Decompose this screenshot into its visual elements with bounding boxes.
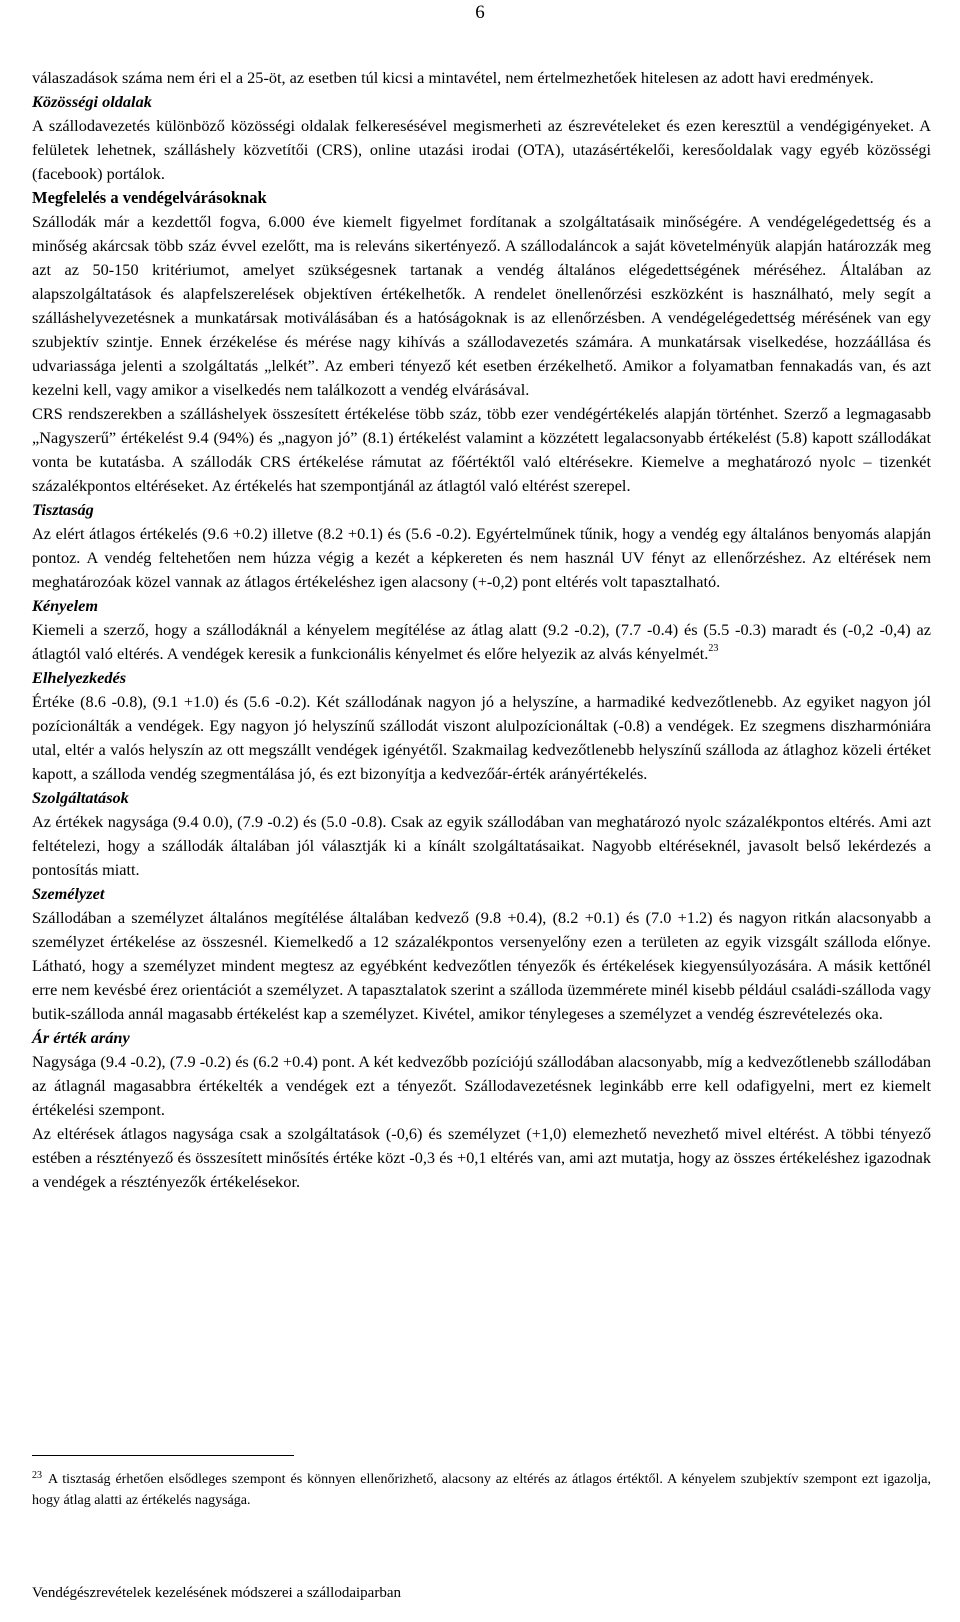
- paragraph: válaszadások száma nem éri el a 25-öt, az esetben túl kicsi a mintavétel, nem értelmezhetőek hitelesen az adott havi eredmények.: [32, 68, 874, 87]
- paragraph: Az értékek nagysága (9.4 0.0), (7.9 -0.2) és (5.0 -0.8). Csak az egyik szállodában van meghatározó nyolc százalékpontos eltérés. Ami azt feltételezi, hogy a szállodák általában jól választják ki a kínált szolgáltatásaikat. Nagyobb eltéréseknél, javasolt belső lekérdezés a pontosítás miatt.: [32, 812, 931, 879]
- footnote-number: 23: [32, 1470, 42, 1481]
- footnote-text: A tisztaság érhetően elsődleges szempont és könnyen ellenőrizhető, alacsony az eltérés az átlagos értéktől. A kényelem szubjektív szempont ezt igazolja, hogy átlag alatti az értékelés nagysága.: [32, 1472, 931, 1508]
- paragraph: Szállodában a személyzet általános megítélése általában kedvező (9.8 +0.4), (8.2 +0.1) és (7.0 +1.2) és nagyon ritkán alacsonyabb a személyzet értékelése az összesnél. Kiemelkedő a 12 százalékpontos versenyelőny ezen a területen az egyik vizsgált szálloda előnye. Látható, hogy a személyzet mindent megtesz az egyébként kedvezőtlen tényezők és értékelések kiegyensúlyozására. A másik kettőnél erre nem kevésbé érez orientációt a személyzet. A tapasztalatok szerint a szálloda üzemmérete minél kisebb például családi-szálloda vagy butik-szálloda annál magasabb értékelést kap a személyzet. Kivétel, amikor ténylegeses a személyzet a vendég észrevételezés oka.: [32, 908, 931, 1023]
- section-heading: Közösségi oldalak: [32, 92, 152, 111]
- section-heading: Ár érték arány: [32, 1028, 130, 1047]
- document-body: [32, 66, 931, 1194]
- footnote-divider: [32, 1455, 294, 1456]
- footnote-reference[interactable]: 23: [708, 642, 719, 654]
- paragraph: Az eltérések átlagos nagysága csak a szolgáltatások (-0,6) és személyzet (+1,0) elemezhető nevezhető mivel eltérést. A többi tényező estében a résztényező és összesített minősítés értéke közt -0,3 és +0,1 eltérés van, ami azt mutatja, hogy az összes értékeléshez igazodnak a vendégek a résztényezők értékelésekor.: [32, 1124, 931, 1191]
- section-heading: Szolgáltatások: [32, 788, 129, 807]
- paragraph: Az elért átlagos értékelés (9.6 +0.2) illetve (8.2 +0.1) és (5.6 -0.2). Egyértelműnek tűnik, hogy a vendég egy általános benyomás alapján pontoz. A vendég feltehetően nem húzza végig a kezét a képkereten és nem használ UV fényt az ellenőrzéshez. Az eltérések nem meghatározóak közel vannak az átlagos értékeléshez igen alacsony (+-0,2) pont eltérés volt tapasztalható.: [32, 524, 931, 591]
- section-heading: Kényelem: [32, 596, 99, 615]
- section-heading: Tisztaság: [32, 500, 94, 519]
- page-number: 6: [475, 2, 485, 23]
- section-heading: Elhelyezkedés: [32, 668, 127, 687]
- paragraph-text: Kiemeli a szerző, hogy a szállodáknál a kényelem megítélése az átlag alatt (9.2 -0.2), (7.7 -0.4) és (5.5 -0.3) maradt és (-0,2 -0,4) az átlagtól való eltérés. A vendégek keresik a funkcionális kényelmet és előre helyezik az alvás kényelmét.: [32, 620, 931, 663]
- page-footer: Vendégészrevételek kezelésének módszerei a szállodaiparban: [32, 1585, 401, 1601]
- section-heading: Megfelelés a vendégelvárásoknak: [32, 188, 267, 207]
- paragraph: Értéke (8.6 -0.8), (9.1 +1.0) és (5.6 -0.2). Két szállodának nagyon jó a helyszíne, a harmadiké kedvezőtlenebb. Az egyiket nagyon jól pozícionálták a vendégek. Egy nagyon jó helyszínű szállodát viszont alulpozícionáltak (-0.8) a vendégek. Ez szegmens diszharmóniára utal, eltér a valós helyszín az ott megszállt vendégek igényétől. Szakmailag kedvezőtlenebb helyszínű szálloda az átlaghoz közeli értéket kapott, a szálloda vendég szegmentálása jó, és ezt bizonyítja a kedvezőár-érték arányértékelés.: [32, 692, 931, 783]
- paragraph: CRS rendszerekben a szálláshelyek összesített értékelése több száz, több ezer vendégértékelés alapján történhet. Szerző a legmagasabb „Nagyszerű” értékelést 9.4 (94%) és „nagyon jó” (8.1) értékelést valamint a közzétett legalacsonyabb értékelést (5.8) kapott szállodákat vonta be kutatásba. A szállodák CRS értékelése rámutat az főértéktől való eltérésekre. Kiemelve a meghatározó nyolc – tizenkét százalékpontos eltéréseket. Az értékelés hat szempontjánál az átlagtól való eltérést szerepel.: [32, 404, 931, 495]
- paragraph: Szállodák már a kezdettől fogva, 6.000 éve kiemelt figyelmet fordítanak a szolgáltatásaik minőségére. A vendégelégedettség és a minőség akárcsak több száz évvel ezelőtt, ma is releváns sikertényező. A szállodaláncok a saját követelményük alapján határozzák meg azt az 50-150 kritériumot, amelyet szükségesnek tartanak a vendég általános elégedettségének méréséhez. Általában az alapszolgáltatások és alapfelszerelések objektíven értékelhetők. A rendelet önellenőrzési eszközként is használható, mely segít a szálláshelyvezetésnek a munkatársak motiválásában és a hatóságoknak is az ellenőrzésben. A vendégelégedettség mérésének van egy szubjektív szintje. Ennek érzékelése és mérése nagy kihívás a szállodavezetés számára. A munkatársak viselkedése, hozzáállása és udvariassága jelenti a szolgáltatás „lelkét”. Az emberi tényező két esetben érzékelhető. Amikor a folyamatban fennakadás van, és azt kezelni kell, vagy amikor a viselkedés nem találkozott a vendég elvárásával.: [32, 212, 931, 399]
- paragraph: [32, 618, 931, 666]
- section-heading: Személyzet: [32, 884, 105, 903]
- paragraph: Nagysága (9.4 -0.2), (7.9 -0.2) és (6.2 +0.4) pont. A két kedvezőbb pozíciójú szállodában alacsonyabb, míg a kedvezőtlenebb szállodában az átlagnál magasabbra értékelték a vendégek ezt a tényezőt. Szállodavezetésnek leginkább erre kell odafigyelni, mert ez kiemelt értékelési szempont.: [32, 1052, 931, 1119]
- paragraph: A szállodavezetés különböző közösségi oldalak felkeresésével megismerheti az észrevételeket és ezen keresztül a vendégigényeket. A felületek lehetnek, szálláshely közvetítői (CRS), online utazási irodai (OTA), utazásértékelői, keresőoldalak vagy egyéb közösségi (facebook) portálok.: [32, 116, 931, 183]
- footnote: [32, 1470, 931, 1511]
